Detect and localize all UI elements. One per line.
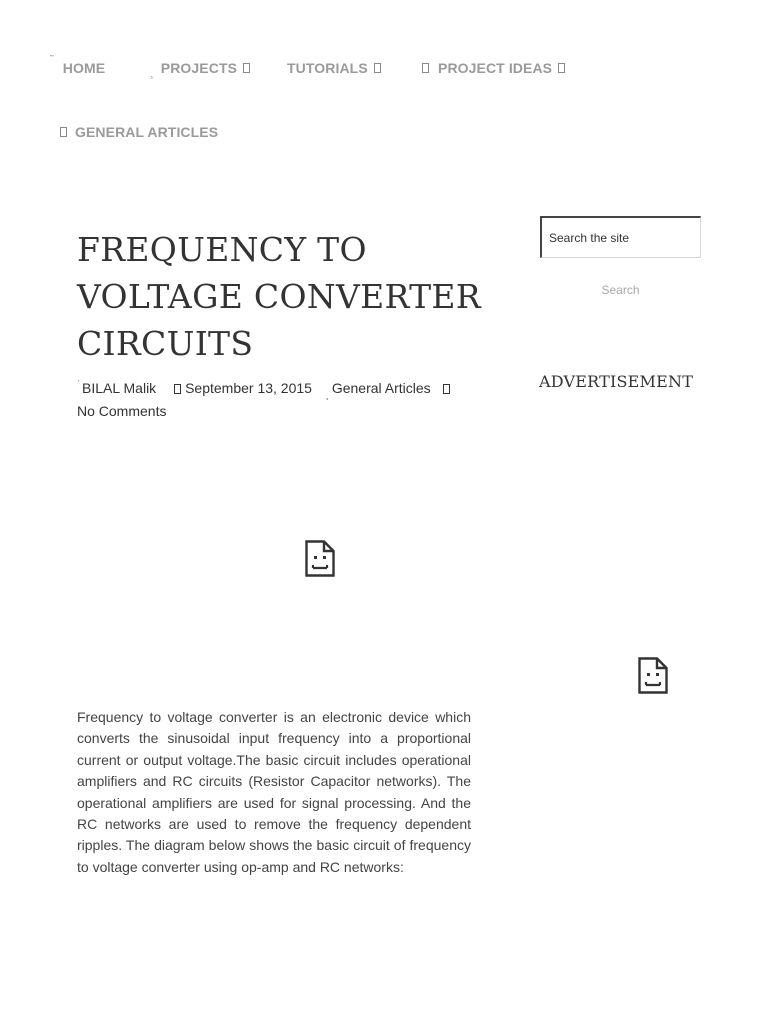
nav-general-articles[interactable] <box>60 124 218 140</box>
search-button[interactable]: Search <box>540 280 701 300</box>
page-title: FREQUENCY TO VOLTAGE CONVERTER CIRCUITS <box>77 230 481 363</box>
projects-icon: ¸ <box>150 67 154 79</box>
article-image <box>305 540 335 582</box>
calendar-icon <box>174 384 181 394</box>
post-author-name: BILAL Malik <box>82 380 157 396</box>
nav-tutorials[interactable] <box>287 60 381 76</box>
post-category-text: General Articles <box>331 380 431 396</box>
post-author[interactable] <box>77 380 160 396</box>
nav-home-label: HOME <box>62 60 106 76</box>
broken-image-icon <box>305 540 335 577</box>
home-icon: ˜ <box>50 54 54 66</box>
post-date <box>174 380 316 396</box>
chevron-down-icon <box>374 63 381 73</box>
chevron-down-icon <box>243 63 250 73</box>
nav-tutorials-label: TUTORIALS <box>287 60 368 76</box>
broken-image-icon <box>638 657 668 694</box>
articles-icon <box>60 127 67 137</box>
nav-project-ideas-label: PROJECT IDEAS <box>438 60 553 76</box>
chevron-down-icon <box>558 63 565 73</box>
advertisement-image[interactable] <box>638 657 668 699</box>
post-category[interactable] <box>325 380 435 400</box>
comment-icon <box>443 384 450 394</box>
nav-home[interactable] <box>50 54 106 76</box>
advertisement-heading: ADVERTISEMENT <box>539 372 694 391</box>
post-meta <box>77 378 477 422</box>
nav-general-articles-label: GENERAL ARTICLES <box>75 124 219 140</box>
post-date-text: September 13, 2015 <box>185 380 312 396</box>
nav-project-ideas[interactable] <box>422 60 565 76</box>
article-body: Frequency to voltage converter is an electronic device which converts the sinusoidal input frequency into a proportional current or output voltage.The basic circuit includes operational amplifiers and RC circuits (Resistor Capacitor networks). The operational amplifiers are used for signal processing. And the RC networks are used to remove the frequency dependent ripples. The diagram below shows the basic circuit of frequency to voltage converter using op-amp and RC networks: <box>77 709 471 875</box>
nav-projects[interactable] <box>150 60 250 79</box>
search-input[interactable] <box>540 216 701 258</box>
folder-icon: ¸ <box>325 390 329 400</box>
lightbulb-icon <box>422 63 429 73</box>
user-icon: ˊ <box>77 379 80 389</box>
nav-projects-label: PROJECTS <box>160 60 238 76</box>
post-comments-link[interactable]: No Comments <box>77 403 167 419</box>
